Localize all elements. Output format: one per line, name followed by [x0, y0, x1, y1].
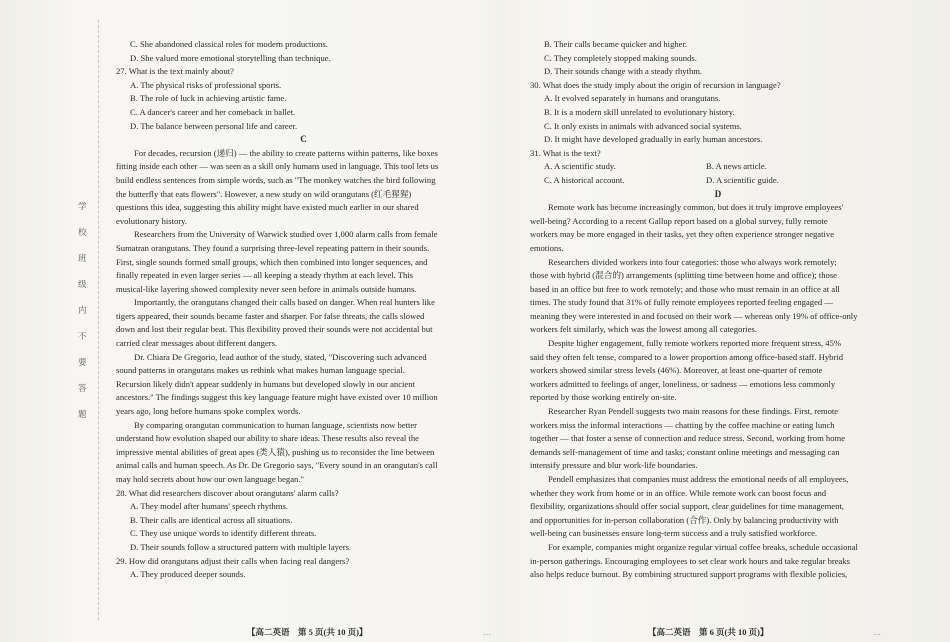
question-stem: 27. What is the text mainly about?	[116, 66, 234, 77]
question-stem: 30. What does the study imply about the origin of recursion in language?	[530, 79, 781, 90]
binding-char: 级	[78, 279, 87, 289]
binding-char: 内	[78, 305, 87, 315]
passage-line: For example, companies might organize regular virtual coffee breaks, schedule occasional	[548, 541, 858, 552]
passage-line: whether they work from home or in an office. While remote work can boost focus and	[530, 487, 827, 498]
passage-line: By comparing orangutan communication to human language, scientists now better	[134, 419, 418, 430]
passage-line: also helps reduce burnout. By combining structured support programs with flexible policies,	[530, 569, 848, 580]
passage-line: Researchers divided workers into four categories: those who always work remotely;	[548, 256, 837, 267]
answer-option: D. The balance between personal life and career.	[130, 120, 298, 131]
passage-line: Researcher Ryan Pendell suggests two main reasons for these findings. First, remote	[548, 406, 839, 417]
passage-line: Sumatran orangutans. They found a surprising three-level repeating pattern in their sounds.	[116, 242, 430, 253]
answer-option: D. Their sounds follow a structured pattern with multiple layers.	[130, 541, 352, 552]
binding-char: 校	[78, 227, 87, 237]
passage-line: demands self-management of time and tasks; constant online meetings and messaging can	[530, 446, 840, 457]
passage-line: questions this idea, suggesting this ability might have existed much earlier in our shared	[116, 202, 419, 213]
answer-option: A. They model after humans' speech rhythms.	[130, 501, 288, 512]
passage-line: tigers appeared, their sounds became faster and sharper. For false threats, the calls slowed	[116, 310, 425, 321]
answer-option: C. A dancer's career and her comeback in ballet.	[130, 106, 296, 117]
passage-line: emotions.	[530, 242, 564, 253]
passage-line: those with hybrid (混合的) arrangements (splitting time between home and office); those	[530, 270, 837, 281]
binding-char: 答	[78, 383, 87, 393]
passage-line: sound patterns in orangutans makes us rethink what makes human language special.	[116, 365, 405, 376]
passage-line: workers miss the informal interactions — chatting by the coffee machine or eating lunch	[530, 419, 835, 430]
left-column	[116, 38, 491, 582]
passage-line: flexibility, organizations should offer social support, clear guidelines for time management,	[530, 501, 844, 512]
passage-heading: D	[714, 188, 722, 199]
right-column	[530, 38, 906, 582]
passage-line: workers showed similar stress levels (46%). Moreover, at least one-quarter of remote	[530, 365, 823, 376]
answer-option: B. Their calls became quicker and higher.	[544, 39, 688, 49]
passage-line: may hold secrets about how our own language began."	[116, 474, 304, 484]
answer-option: C. She abandoned classical roles for modern productions.	[130, 39, 328, 49]
passage-line: carried clear messages about different dangers.	[116, 338, 278, 349]
question-stem: 31. What is the text?	[530, 147, 601, 158]
answer-option: A. A scientific study.	[544, 161, 616, 172]
passage-line: down and lost their regular beat. This flexibility proved their sounds were not accidental but	[116, 324, 433, 335]
passage-heading: C	[300, 134, 307, 145]
answer-option: B. A news article.	[706, 161, 767, 172]
answer-option: B. It is a modern skill unrelated to evolutionary history.	[544, 106, 735, 117]
right-column-passage-d	[530, 188, 906, 582]
passage-line: well-being can businesses ensure long-term success and a truly satisfied workforce.	[530, 528, 818, 539]
binding-char: 班	[78, 253, 87, 263]
answer-option: B. The role of luck in achieving artistic fame.	[130, 93, 287, 104]
passage-line: meaning they were interested in and focused on their work — whereas only 19% of office-only	[530, 310, 858, 321]
answer-option: C. They use unique words to identify different threats.	[130, 528, 317, 539]
passage-line: impressive mental abilities of great apes (类人猿), pushing us to reconsider the line between	[116, 446, 435, 457]
answer-option: A. They produced deeper sounds.	[130, 569, 246, 580]
right-column-top	[530, 38, 906, 160]
passage-line: First, single sounds formed small groups, which then combined into longer sequences, and	[116, 256, 428, 267]
question-stem: 29. How did orangutans adjust their calls when facing real dangers?	[116, 555, 350, 566]
passage-line: workers felt similarly, which was the lowest among all categories.	[530, 324, 757, 335]
passage-line: based in an office but free to work remotely; and those who must remain in an office at all	[530, 283, 840, 294]
footer-page-6: 【高二英语 第 6 页(共 10 页)】	[648, 627, 769, 637]
answer-option: C. It only exists in animals with advanced social systems.	[544, 120, 742, 131]
passage-line: in-person gatherings. Encouraging employees to set clear work hours and take regular breaks	[530, 555, 851, 566]
answer-option: D. It might have developed gradually in early human ancestors.	[544, 134, 763, 145]
passage-line: Remote work has become increasingly common, but does it truly improve employees'	[548, 202, 844, 213]
option-row	[530, 174, 906, 188]
passage-line: years ago, long before humans spoke complex words.	[116, 406, 301, 417]
binding-char: 不	[78, 331, 87, 341]
passage-line: well-being? According to a recent Gallup report based on a global survey, fully remote	[530, 215, 828, 226]
footer-dots-left: …	[483, 628, 491, 637]
question-31-options	[530, 160, 906, 187]
answer-option: C. They completely stopped making sounds.	[544, 52, 697, 63]
passage-line: together — that foster a sense of connection and reduce stress. Second, working from home	[530, 433, 846, 444]
passage-line: Pendell emphasizes that companies must address the emotional needs of all employees,	[548, 474, 849, 484]
answer-option: B. Their calls are identical across all situations.	[130, 514, 293, 525]
passage-line: finally repeated in even larger series — all keeping a steady rhythm at each level. This	[116, 270, 414, 281]
passage-line: fitting inside each other — was seen as a skill only humans used in language. This tool lets us	[116, 161, 439, 172]
question-stem: 28. What did researchers discover about orangutans' alarm calls?	[116, 487, 339, 498]
binding-char: 题	[78, 409, 87, 419]
binding-margin-text	[70, 200, 100, 440]
passage-line: Recursion likely didn't appear suddenly in humans but developed slowly in our ancient	[116, 378, 415, 389]
passage-line: ancestors." The findings suggest this key language feature might have existed over 10 million	[116, 392, 438, 403]
passage-line: Dr. Chiara De Gregorio, lead author of the study, stated, "Discovering such advanced	[134, 351, 427, 362]
passage-line: understand how evolution shaped our ability to share ideas. These results also reveal the	[116, 433, 419, 444]
passage-line: musical-like layering showed complexity never seen before in animals outside humans.	[116, 283, 417, 294]
answer-option: A. The physical risks of professional sports.	[130, 79, 282, 90]
answer-option: D. A scientific guide.	[706, 174, 779, 185]
passage-line: intensify pressure and blur work-life boundaries.	[530, 460, 698, 471]
passage-line: times. The study found that 31% of fully remote employees reported feeling engaged —	[530, 297, 833, 308]
passage-line: evolutionary history.	[116, 215, 188, 226]
passage-line: build endless sentences from simple words, such as "The monkey watches the bird following	[116, 174, 436, 185]
passage-line: workers admitted to feelings of anger, loneliness, or sadness — emotions less commonly	[530, 378, 836, 389]
answer-option: D. Their sounds change with a steady rhythm.	[544, 66, 703, 77]
binding-char: 学	[78, 201, 87, 211]
passage-line: the butterfly that eats flowers". However, a new study on wild orangutans (红毛猩猩)	[116, 188, 412, 199]
passage-line: said they often felt tense, compared to a lower proportion among office-based staff. Hybrid	[530, 351, 844, 362]
answer-option: D. She valued more emotional storytelling than technique.	[130, 52, 331, 63]
passage-line: reported by those working entirely on-site.	[530, 392, 677, 403]
passage-line: Importantly, the orangutans changed their calls based on danger. When real hunters like	[134, 297, 435, 308]
option-row	[530, 160, 906, 174]
footer-page-5: 【高二英语 第 5 页(共 10 页)】	[247, 627, 368, 637]
answer-option: C. A historical account.	[544, 174, 625, 185]
binding-char: 要	[78, 357, 87, 367]
answer-option: A. It evolved separately in humans and orangutans.	[544, 93, 721, 104]
footer-dots-right: …	[873, 628, 881, 637]
passage-line: Researchers from the University of Warwick studied over 1,000 alarm calls from female	[134, 229, 438, 240]
passage-line: workers may be more engaged in their tasks, yet they often experience stronger negative	[530, 229, 835, 240]
passage-line: and opportunities for in-person collaboration (合作). Only by balancing productivity with	[530, 514, 839, 525]
passage-line: Despite higher engagement, fully remote workers reported more frequent stress, 45%	[548, 338, 842, 349]
passage-line: For decades, recursion (递归) — the ability to create patterns within patterns, like boxes	[134, 147, 438, 158]
passage-line: animal calls and human speech. As Dr. De Gregorio says, "Every sound in an orangutan's call	[116, 460, 438, 471]
